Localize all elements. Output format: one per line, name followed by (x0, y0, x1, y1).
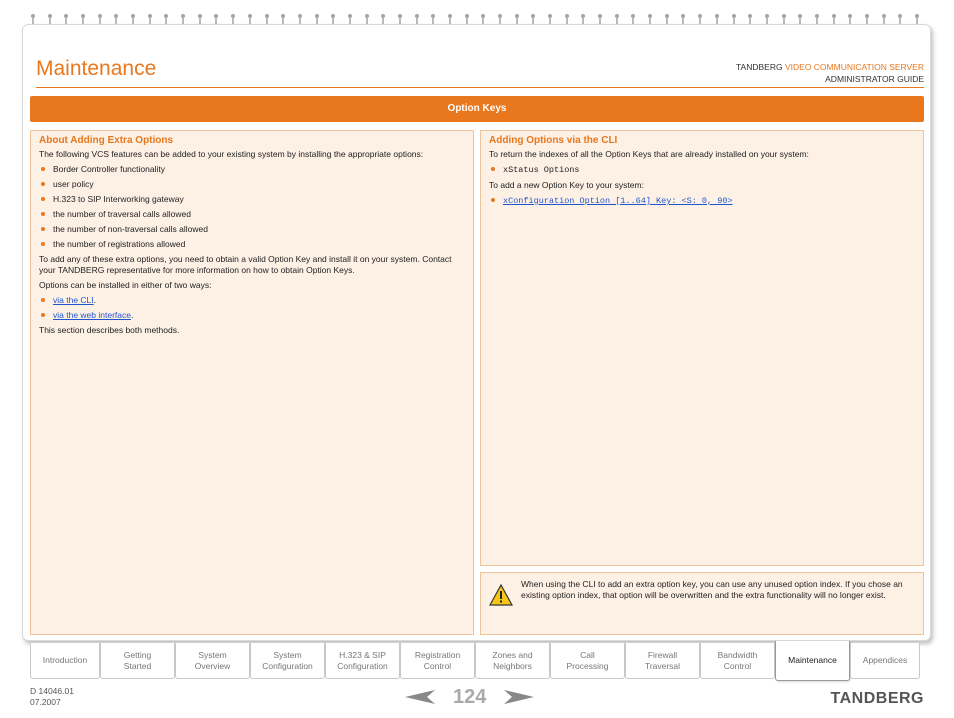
list-item: the number of registrations allowed (39, 239, 465, 250)
warning-icon (489, 583, 513, 607)
chapter-tabs (30, 643, 930, 681)
ways-intro: Options can be installed in either of two ways: (39, 280, 212, 290)
tab-label: Configuration (337, 660, 388, 671)
tab-label: Introduction (42, 655, 88, 665)
list-item (489, 164, 915, 176)
list-item: user policy (39, 179, 465, 190)
about-options-intro: The following VCS features can be added to your existing system by installing the appropriate options: (39, 149, 424, 159)
previous-page-arrow-icon[interactable] (405, 690, 435, 704)
tab-label: Getting (123, 649, 152, 660)
tab-zones-and[interactable] (475, 643, 550, 679)
list-item: the number of traversal calls allowed (39, 209, 465, 220)
closing-text: This section describes both methods. (39, 325, 180, 335)
tab-introduction[interactable] (30, 643, 100, 679)
tab-label: Zones and (492, 649, 533, 660)
tab-firewall[interactable] (625, 643, 700, 679)
tab-getting[interactable] (100, 643, 175, 679)
ways-list (39, 295, 465, 321)
document-header (736, 61, 924, 85)
tab-label: System (198, 649, 227, 660)
via-cli-link[interactable]: via the CLI (53, 295, 94, 305)
tab-label: Control (723, 660, 752, 671)
xconfiguration-command-link[interactable]: xConfiguration Option [1..64] Key: <S: 0, 90> (503, 196, 733, 206)
xstatus-command: xStatus Options (503, 165, 580, 175)
via-web-interface-link[interactable]: via the web interface (53, 310, 131, 320)
tab-call[interactable] (550, 643, 625, 679)
tandberg-logo: TANDBERG (830, 690, 924, 707)
product-name: VIDEO COMMUNICATION SERVER (784, 62, 924, 72)
return-intro: To return the indexes of all the Option Keys that are already installed on your system: (489, 149, 809, 159)
tab-label: Registration (414, 649, 461, 660)
tab-label: Processing (566, 660, 609, 671)
section-banner: Option Keys (30, 96, 924, 122)
tab-label: H.323 & SIP (339, 649, 386, 660)
document-id: D 14046.01 (30, 686, 74, 696)
next-page-arrow-icon[interactable] (504, 690, 534, 704)
document-info (30, 686, 74, 708)
tab-label: Control (423, 660, 452, 671)
tab-label: Firewall (647, 649, 678, 660)
list-item: via the CLI. (39, 295, 465, 306)
tab-label: Overview (194, 660, 231, 671)
instructions-text: To add any of these extra options, you need to obtain a valid Option Key and install it on your system. Contact your TANDBERG representative for more information on how to obtain Option Keys. (39, 254, 452, 275)
tab-registration[interactable] (400, 643, 475, 679)
tab-label: Configuration (262, 660, 313, 671)
tab-system[interactable] (250, 643, 325, 679)
about-options-title: About Adding Extra Options (39, 135, 174, 146)
return-command-list (489, 164, 915, 176)
tab-label: Maintenance (788, 655, 837, 665)
guide-name: ADMINISTRATOR GUIDE (825, 74, 924, 84)
cli-options-title: Adding Options via the CLI (489, 135, 618, 146)
tab-label: Call (580, 649, 595, 660)
tab-bandwidth[interactable] (700, 643, 775, 679)
list-item: the number of non-traversal calls allowed (39, 224, 465, 235)
list-item: Border Controller functionality (39, 164, 465, 175)
tab-label: Started (123, 660, 152, 671)
note-panel (480, 572, 924, 635)
tab-label: System (273, 649, 302, 660)
add-command-list (489, 195, 915, 207)
header-divider (36, 87, 924, 88)
tab-label: Bandwidth (717, 649, 758, 660)
cli-options-panel (480, 130, 924, 566)
note-text: When using the CLI to add an extra option key, you can use any unused option index. If you chose an existing option index, that option will be overwritten and the extra functionality will no longer exist. (521, 579, 903, 600)
about-options-panel (30, 130, 474, 635)
list-item: via the web interface. (39, 310, 465, 321)
page-title: Maintenance (36, 57, 157, 80)
tab-h-323-sip[interactable] (325, 643, 400, 679)
brand-name: TANDBERG (736, 62, 783, 72)
tab-label: Appendices (862, 655, 908, 665)
document-date: 07.2007 (30, 697, 61, 707)
add-intro: To add a new Option Key to your system: (489, 180, 644, 190)
tab-system[interactable] (175, 643, 250, 679)
tab-maintenance[interactable] (775, 641, 850, 681)
tab-appendices[interactable] (850, 643, 920, 679)
page-number: 124 (453, 685, 487, 708)
pager (405, 684, 534, 710)
list-item: H.323 to SIP Interworking gateway (39, 194, 465, 205)
feature-list (39, 164, 465, 250)
tab-label: Traversal (644, 660, 681, 671)
list-item (489, 195, 915, 207)
tab-label: Neighbors (493, 660, 532, 671)
